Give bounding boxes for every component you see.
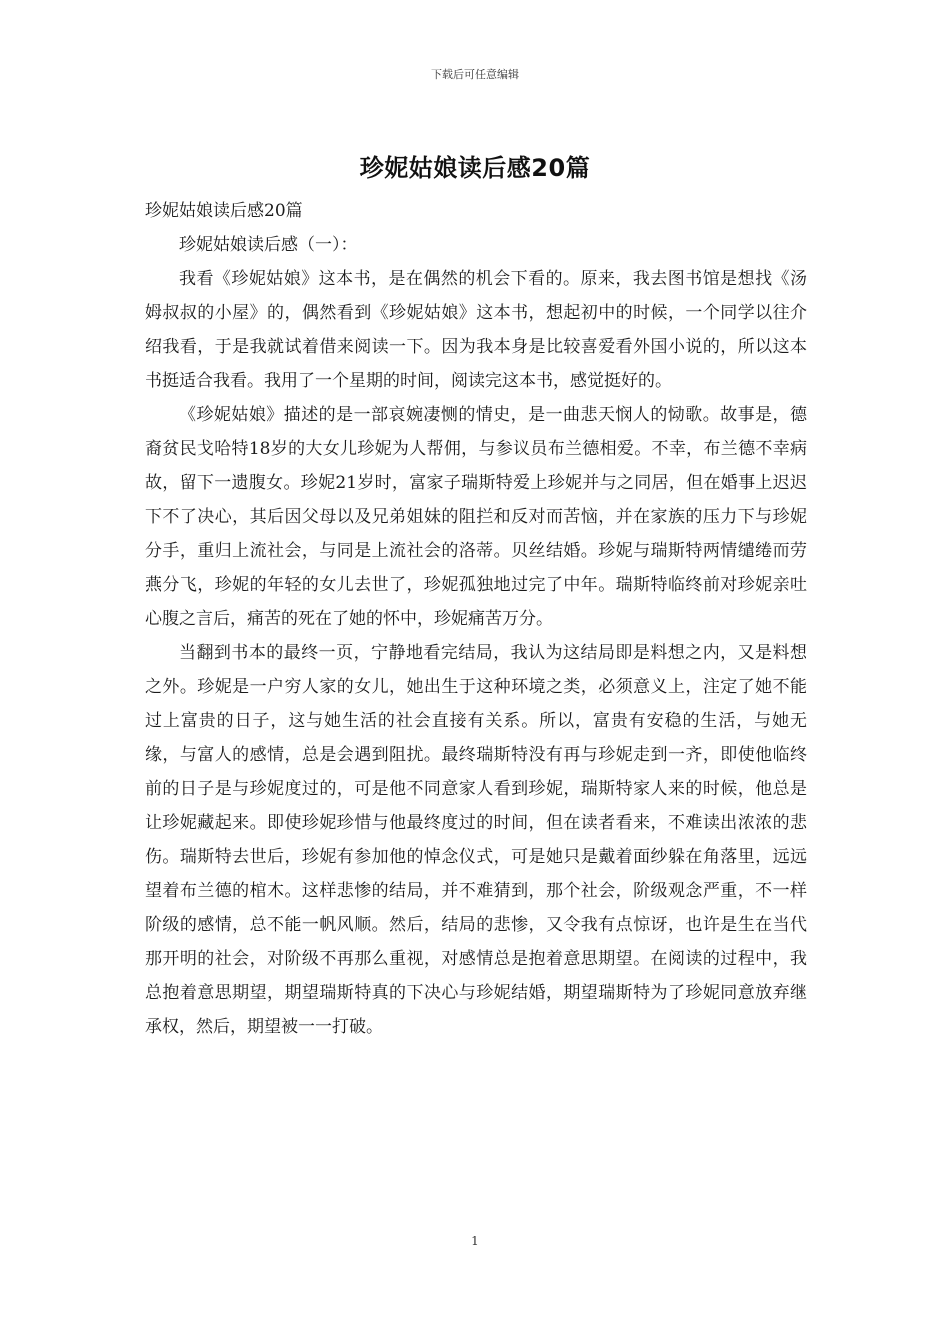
paragraph-3: 当翻到书本的最终一页，宁静地看完结局，我认为这结局即是料想之内，又是料想之外。珍妮是一户穷人家的女儿，她出生于这种环境之类，必须意义上，注定了她不能过上富贵的日子，这与她生活的社会直接有关系。所以，富贵有安稳的生活，与她无缘，与富人的感情，总是会遇到阻扰。最终瑞斯特没有再与珍妮走到一齐，即使他临终前的日子是与珍妮度过的，可是他不同意家人看到珍妮，瑞斯特家人来的时候，他总是让珍妮藏起来。即使珍妮珍惜与他最终度过的时间，但在读者看来，不难读出浓浓的悲伤。瑞斯特去世后，珍妮有参加他的悼念仪式，可是她只是戴着面纱躲在角落里，远远望着布兰德的棺木。这样悲惨的结局，并不难猜到，那个社会，阶级观念严重，不一样阶级的感情，总不能一帆风顺。然后，结局的悲惨，又令我有点惊讶，也许是生在当代那开明的社会，对阶级不再那么重视，对感情总是抱着意思期望。在阅读的过程中，我总抱着意思期望，期望瑞斯特真的下决心与珍妮结婚，期望瑞斯特为了珍妮同意放弃继承权，然后，期望被一一打破。 [145,643,807,1037]
paragraph-2: 《珍妮姑娘》描述的是一部哀婉凄恻的情史，是一曲悲天悯人的恸歌。故事是，德裔贫民戈哈特18岁的大女儿珍妮为人帮佣，与参议员布兰德相爱。不幸，布兰德不幸病故，留下一遗腹女。珍妮21岁时，富家子瑞斯特爱上珍妮并与之同居，但在婚事上迟迟下不了决心，其后因父母以及兄弟姐妹的阻拦和反对而苦恼，并在家族的压力下与珍妮分手，重归上流社会，与同是上流社会的洛蒂。贝丝结婚。珍妮与瑞斯特两情缱绻而劳燕分飞，珍妮的年轻的女儿去世了，珍妮孤独地过完了中年。瑞斯特临终前对珍妮亲吐心腹之言后，痛苦的死在了她的怀中，珍妮痛苦万分。 [145,405,807,629]
document-subtitle: 珍妮姑娘读后感20篇 [145,201,303,221]
section-heading: 珍妮姑娘读后感（一）： [179,235,358,255]
page-number: 1 [471,1234,479,1248]
paragraph-1: 我看《珍妮姑娘》这本书，是在偶然的机会下看的。原来，我去图书馆是想找《汤姆叔叔的小屋》的，偶然看到《珍妮姑娘》这本书，想起初中的时候，一个同学以往介绍我看，于是我就试着借来阅读一下。因为我本身是比较喜爱看外国小说的，所以这本书挺适合我看。我用了一个星期的时间，阅读完这本书，感觉挺好的。 [145,269,807,391]
document-body [145,194,807,1044]
document-title: 珍妮姑娘读后感20篇 [359,154,591,182]
header-note: 下载后可任意编辑 [431,68,519,81]
